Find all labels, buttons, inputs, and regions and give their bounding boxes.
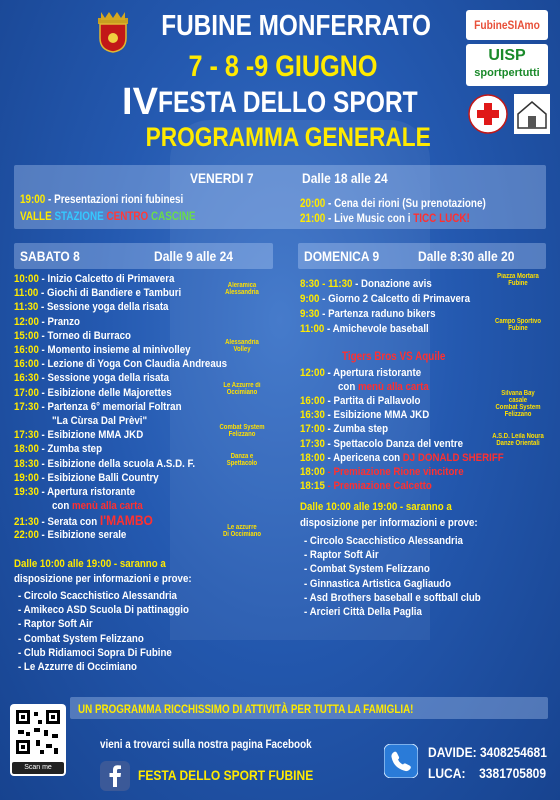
event-note-line1: Combat System: [495, 404, 541, 412]
event-note: [491, 404, 545, 418]
event-text: "La Cùrsa Dal Prèvi": [52, 415, 148, 427]
event-note-line2: Di Occimiano: [222, 530, 262, 538]
event-time: 11:00: [300, 323, 328, 335]
event-note-line2: Fubine: [508, 325, 528, 332]
event-text: - Apertura ristorante: [327, 367, 422, 379]
event-text: - Zumba step: [327, 423, 389, 436]
event-time: 9:30: [300, 308, 323, 320]
event-text: - Partenza 6° memorial Foltran: [41, 400, 182, 413]
schedule-row: [300, 293, 470, 306]
club-item: - Asd Brothers baseball e softball club: [304, 591, 481, 604]
schedule-row: [14, 344, 191, 357]
event-highlight: menù alla carta: [71, 500, 143, 513]
event-time: 16:00: [300, 395, 328, 408]
domenica-title: DOMENICA 9: [304, 248, 380, 264]
club-item: - Le Azzurre di Occimiano: [18, 661, 137, 673]
sabato-title: SABATO 8: [20, 248, 80, 264]
schedule-row: [300, 480, 432, 493]
schedule-row: [300, 452, 504, 465]
domenica-info-line1: Dalle 10:00 alle 19:00 - saranno a: [300, 501, 452, 513]
schedule-row: [14, 372, 169, 385]
schedule-row: [300, 423, 388, 436]
facebook-invite: vieni a trovarci sulla nostra pagina Facebook: [100, 739, 312, 751]
event-highlight: DJ DONALD SHERIFF: [402, 451, 504, 464]
rione-centro: CENTRO: [106, 211, 149, 223]
programma-title: PROGRAMMA GENERALE: [145, 122, 431, 152]
rione-cascine: CASCINE: [150, 211, 196, 223]
event-note-line1: Silvana Bay: [501, 390, 535, 398]
club-item: - Combat System Felizzano: [18, 632, 144, 645]
event-text: - Inizio Calcetto di Primavera: [41, 273, 175, 285]
schedule-row: [14, 472, 159, 485]
event-note-line2: Occimiano: [226, 388, 258, 396]
schedule-row: [300, 409, 429, 422]
sabato-schedule: [14, 273, 276, 565]
event-note-line1: Le Azzurre di: [223, 381, 261, 389]
event-text: - Donazione avis: [355, 278, 432, 290]
rione-valle: VALLE: [20, 211, 52, 223]
event-time: 16:30: [14, 372, 42, 385]
venerdi-event: 19:00 - Presentazioni rioni fubinesi: [20, 194, 184, 206]
schedule-row: [14, 387, 172, 400]
festa-title: FESTA DELLO SPORT: [158, 86, 418, 119]
rione-stazione: STAZIONE: [54, 211, 104, 223]
event-dates: 7 - 8 -9 GIUGNO: [188, 50, 378, 83]
sabato-time-range: Dalle 9 alle 24: [154, 248, 233, 264]
event-text: - Sessione yoga della risata: [41, 301, 169, 314]
event-note: [491, 273, 545, 287]
event-text: - Esibizione MMA JKD: [327, 409, 430, 422]
venerdi-title: VENERDI 7: [190, 170, 254, 186]
event-time: 19:30: [14, 486, 42, 498]
event-time: 16:30: [300, 409, 328, 422]
event-text: - Partita di Pallavolo: [327, 395, 421, 408]
edition-number: IV: [122, 81, 158, 123]
event-highlight: - Premiazione Rione vincitore: [327, 465, 464, 478]
event-text: - Zumba step: [41, 443, 103, 456]
event-time: 10:00: [14, 273, 42, 285]
event-note-line2: Fubine: [508, 280, 528, 287]
event-note-line2: Volley: [233, 346, 251, 353]
event-text: - Esibizione delle Majorettes: [41, 386, 172, 399]
schedule-row: [300, 438, 463, 451]
event-time: 15:00: [14, 329, 42, 342]
event-text: - Giochi di Bandiere e Tamburi: [41, 287, 182, 300]
event-text: - Apericena con: [327, 451, 403, 464]
event-time: 16:00: [14, 344, 42, 356]
event-text: con: [52, 500, 72, 513]
event-note-line1: Piazza Mortara: [497, 273, 539, 280]
event-note: [218, 339, 266, 353]
schedule-row: [14, 401, 181, 414]
club-item: - Circolo Scacchistico Alessandria: [18, 590, 177, 602]
event-note: [491, 433, 545, 447]
schedule-row: [300, 308, 436, 321]
event-time: 11:30: [14, 301, 42, 314]
event-time: 17:00: [14, 386, 42, 399]
event-time: 18:15: [300, 479, 328, 492]
phone-icon: [384, 744, 418, 778]
event-text: - Esibizione MMA JKD: [41, 429, 144, 442]
event-time: 17:30: [14, 429, 42, 442]
event-note: [218, 282, 266, 296]
schedule-row: [300, 278, 432, 291]
facebook-page-name[interactable]: FESTA DELLO SPORT FUBINE: [138, 767, 314, 783]
event-text: - Sessione yoga della risata: [41, 372, 170, 385]
event-note-line2: Alessandria: [225, 289, 259, 297]
rioni-list: [20, 211, 196, 223]
schedule-row: [14, 287, 181, 300]
schedule-row: [14, 358, 227, 371]
schedule-row: [14, 486, 135, 499]
domenica-info-line2: disposizione per informazioni e prove:: [300, 517, 478, 529]
event-highlight: - Premiazione Calcetto: [327, 479, 432, 492]
event-text: - Serata con: [41, 516, 100, 529]
coat-of-arms-icon: [96, 10, 130, 54]
event-time: 18:00: [14, 443, 42, 456]
venerdi-event: 20:00 - Cena dei rioni (Su prenotazione): [300, 198, 486, 210]
schedule-row: [14, 529, 126, 542]
schedule-row: [300, 395, 420, 408]
schedule-row: [14, 443, 102, 456]
event-note-line2: casale: [508, 397, 528, 405]
club-item: - Combat System Felizzano: [304, 563, 430, 576]
event-time: 18:00: [300, 465, 328, 478]
club-item: - Club Ridiamoci Sopra Di Fubine: [18, 646, 172, 659]
event-note-line1: Alessandria: [225, 339, 259, 346]
event-time: 17:00: [300, 423, 328, 436]
club-item: - Raptor Soft Air: [304, 549, 379, 562]
club-item: - Raptor Soft Air: [18, 618, 93, 631]
event-text: - Apertura ristorante: [41, 486, 136, 498]
event-note: [218, 524, 266, 538]
schedule-row: [300, 466, 464, 479]
event-note: [491, 390, 545, 404]
event-time: 12:00: [300, 367, 328, 379]
event-note-line2: Spettacolo: [226, 459, 258, 467]
event-time: 17:30: [14, 400, 42, 413]
event-time: 19:00: [14, 471, 42, 484]
contact-davide: DAVIDE: 3408254681: [428, 744, 547, 760]
club-item: - Amikeco ASD Scuola Di pattinaggio: [18, 604, 189, 617]
event-time: 18:00: [300, 451, 328, 464]
event-time: 11:00: [14, 287, 42, 300]
event-note: [218, 424, 266, 438]
schedule-row: [300, 323, 429, 336]
event-note: [491, 318, 545, 332]
event-text: - Giorno 2 Calcetto di Primavera: [322, 293, 471, 305]
building-logo-icon: [514, 94, 550, 134]
event-note-line1: Danza e: [230, 452, 254, 460]
fubinesiamo-logo: FubineSIAmo: [466, 10, 548, 40]
event-text: con: [338, 381, 358, 394]
domenica-time-range: Dalle 8:30 alle 20: [418, 248, 515, 264]
tagline: UN PROGRAMMA RICCHISSIMO DI ATTIVITÀ PER TUTTA LA FAMIGLIA!: [78, 702, 414, 716]
event-text: - Pranzo: [41, 315, 80, 328]
event-text: - Lezione di Yoga Con Claudia Andreaus: [41, 358, 228, 371]
club-item: - Ginnastica Artistica Gagliaudo: [304, 577, 452, 590]
schedule-row: [14, 429, 143, 442]
event-text: - Esibizione Balli Country: [41, 471, 159, 484]
qr-panel[interactable]: [10, 704, 66, 776]
event-highlight: I'MAMBO: [99, 512, 153, 529]
event-time: 17:30: [300, 437, 328, 450]
event-note-line1: Aleramica: [227, 282, 257, 290]
scan-label: Scan me: [12, 762, 64, 774]
tigers-match: Tigers Bros VS Aquile: [342, 351, 446, 363]
event-note-line2: Felizzano: [504, 411, 532, 419]
red-cross-logo-icon: [468, 94, 508, 134]
event-text: - Spettacolo Danza del ventre: [327, 437, 464, 450]
event-note: [218, 453, 266, 467]
event-time: 12:00: [14, 315, 42, 328]
event-text: - Momento insieme al minivolley: [41, 344, 191, 356]
venerdi-time-range: Dalle 18 alle 24: [302, 170, 388, 186]
schedule-row: [14, 273, 174, 286]
event-text: - Amichevole baseball: [327, 323, 429, 335]
domenica-schedule: [300, 273, 550, 348]
schedule-row: [14, 458, 195, 471]
event-text: - Torneo di Burraco: [41, 329, 131, 342]
venerdi-event: 21:00 - Live Music con i TICC LUCK!: [300, 213, 470, 225]
club-item: - Circolo Scacchistico Alessandria: [304, 535, 463, 547]
event-time: 9:00: [300, 293, 323, 305]
club-item: - Arcieri Città Della Paglia: [304, 606, 422, 618]
sabato-info-line1: Dalle 10:00 alle 19:00 - saranno a: [14, 558, 166, 570]
event-highlight: menù alla carta: [357, 381, 429, 394]
event-text: - Esibizione serale: [41, 528, 127, 541]
event-note-line1: Le azzurre: [227, 523, 257, 531]
event-note-line1: Combat System: [219, 424, 265, 432]
qr-code-icon: [10, 704, 66, 760]
event-note-line1: Campo Sportivo: [495, 318, 541, 325]
event-time: 21:30: [14, 516, 42, 529]
event-time: 8:30 - 11:30: [300, 278, 356, 290]
event-note-line2: Danze Orientali: [496, 439, 540, 447]
event-text: - Partenza raduno bikers: [322, 308, 436, 320]
sabato-info-line2: disposizione per informazioni e prove:: [14, 573, 192, 585]
schedule-row: [14, 301, 168, 314]
domenica-schedule-afternoon: [300, 367, 550, 497]
event-text: - Esibizione della scuola A.S.D. F.: [41, 457, 196, 470]
schedule-row: [52, 500, 143, 513]
schedule-row: [14, 316, 80, 329]
contact-luca: LUCA: 3381705809: [428, 765, 547, 781]
schedule-row: [14, 514, 153, 527]
schedule-row: [52, 415, 147, 428]
event-note-line2: Felizzano: [228, 431, 256, 439]
event-time: 16:00: [14, 358, 42, 371]
event-note-line1: A.S.D. Leila Noura: [492, 432, 544, 440]
event-note: [218, 382, 266, 396]
town-title: FUBINE MONFERRATO: [161, 10, 431, 42]
schedule-row: [14, 330, 131, 343]
facebook-icon[interactable]: [100, 761, 130, 791]
event-time: 22:00: [14, 528, 42, 541]
event-time: 18:30: [14, 457, 42, 470]
schedule-row: [338, 381, 429, 394]
uisp-logo: UISP sportpertutti: [466, 44, 548, 86]
schedule-row: [300, 367, 421, 380]
